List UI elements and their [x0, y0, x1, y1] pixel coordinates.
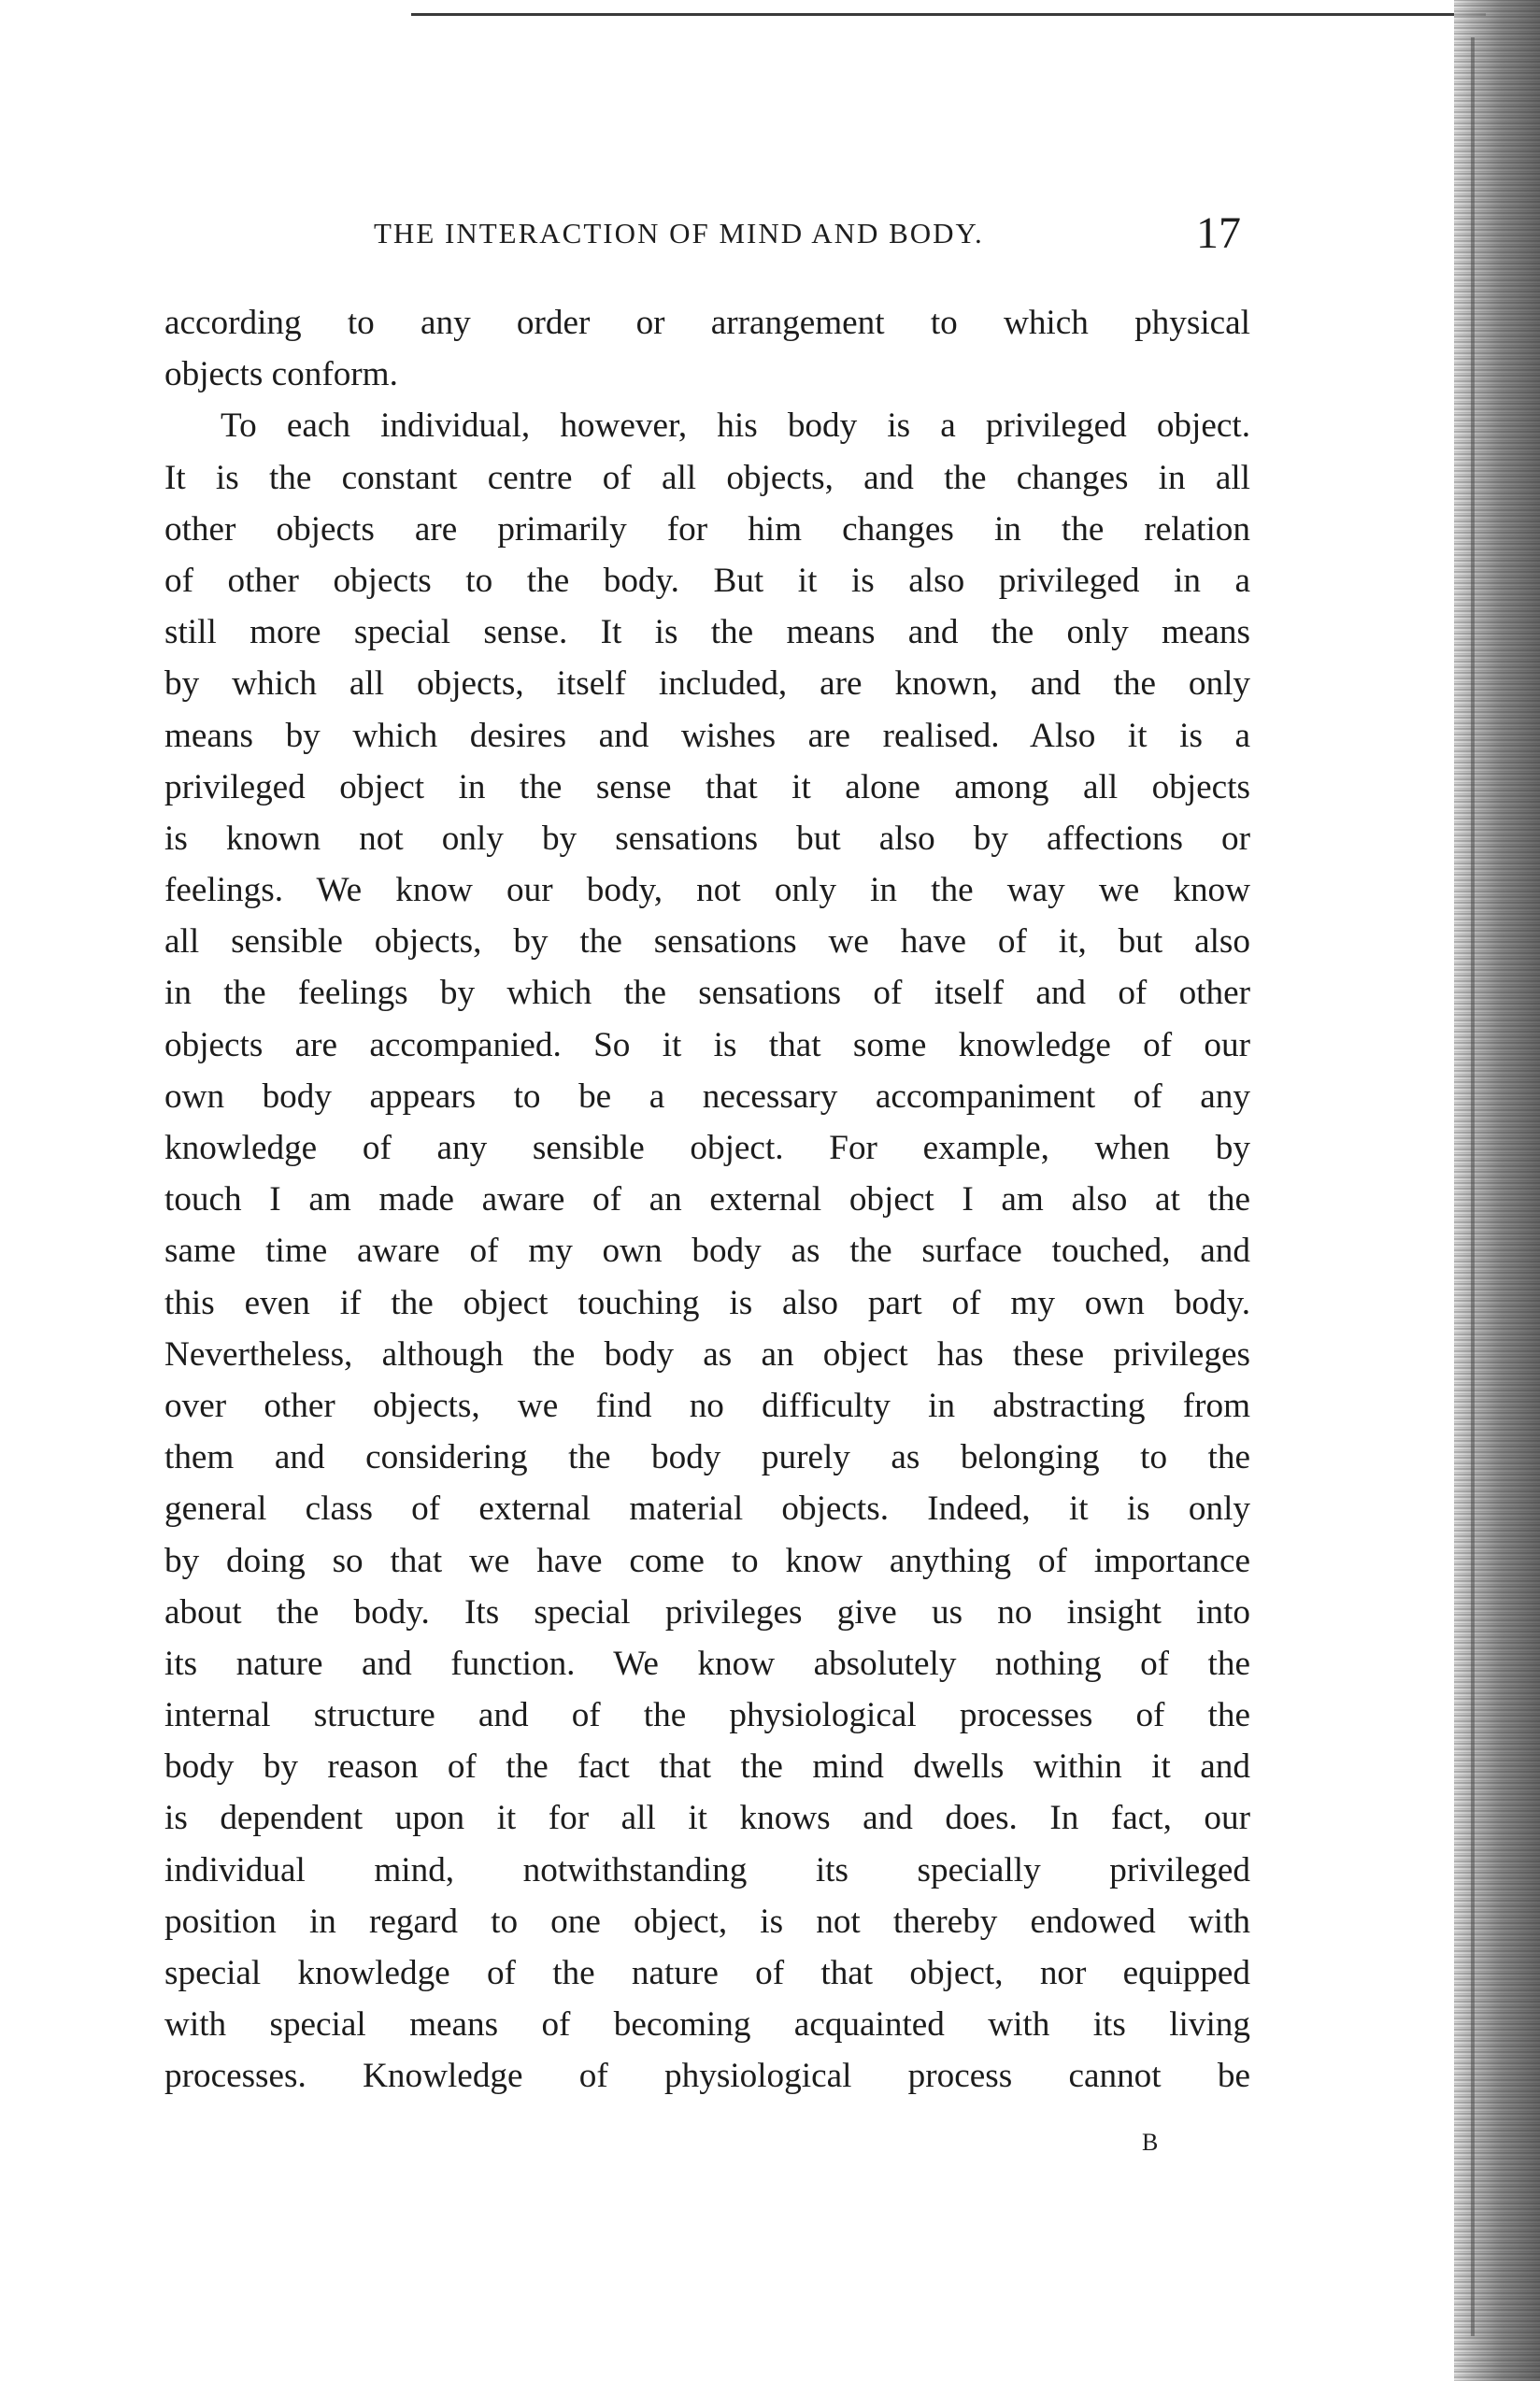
text-line: with special means of becoming acquainted with its living [164, 2005, 1250, 2045]
top-rule [411, 13, 1486, 16]
text-line: by doing so that we have come to know anything of importance [164, 1541, 1250, 1580]
text-line: is dependent upon it for all it knows and does. In fact, our [164, 1799, 1250, 1838]
text-line: general class of external material objects. Indeed, it is only [164, 1490, 1250, 1529]
text-line: body by reason of the fact that the mind dwells within it and [164, 1747, 1250, 1787]
text-line: knowledge of any sensible object. For example, when by [164, 1129, 1250, 1167]
binding-line [1471, 37, 1475, 2336]
text-line: about the body. Its special privileges give us no insight into [164, 1592, 1250, 1632]
text-line: means by which desires and wishes are realised. Also it is a [164, 716, 1250, 755]
text-line: privileged object in the sense that it alone among all objects [164, 767, 1250, 806]
text-line: feelings. We know our body, not only in the way we know [164, 871, 1250, 910]
text-line: processes. Knowledge of physiological process cannot be [164, 2057, 1250, 2096]
text-line: To each individual, however, his body is a privileged object. [221, 406, 1250, 446]
text-line: objects conform. [164, 355, 398, 394]
text-line: Nevertheless, although the body as an object has these privileges [164, 1334, 1250, 1374]
text-line: internal structure and of the physiological processes of the [164, 1696, 1250, 1735]
text-line: still more special sense. It is the means and the only means [164, 613, 1250, 652]
text-line: all sensible objects, by the sensations we have of it, but also [164, 922, 1250, 962]
text-line: individual mind, notwithstanding its specially privileged [164, 1850, 1250, 1889]
text-line: own body appears to be a necessary accompaniment of any [164, 1076, 1250, 1116]
text-line: them and considering the body purely as belonging to the [164, 1438, 1250, 1477]
text-line: is known not only by sensations but also by affections or [164, 819, 1250, 858]
text-line: according to any order or arrangement to which physical [164, 304, 1250, 342]
text-line: objects are accompanied. So it is that some knowledge of our [164, 1025, 1250, 1064]
text-line: position in regard to one object, is not thereby endowed with [164, 1902, 1250, 1941]
running-head: THE INTERACTION OF MIND AND BODY. [374, 217, 984, 250]
signature-mark: B [1142, 2129, 1160, 2156]
page-edge-shadow [1454, 0, 1540, 2381]
text-line: of other objects to the body. But it is also privileged in a [164, 561, 1250, 600]
text-line: It is the constant centre of all objects, and the changes in all [164, 458, 1250, 497]
page-number: 17 [1196, 208, 1241, 258]
text-line: this even if the object touching is also part of my own body. [164, 1283, 1250, 1322]
text-line: same time aware of my own body as the surface touched, and [164, 1232, 1250, 1271]
text-line: touch I am made aware of an external object I am also at the [164, 1180, 1250, 1219]
text-line: in the feelings by which the sensations of itself and of other [164, 974, 1250, 1013]
text-line: by which all objects, itself included, are known, and the only [164, 664, 1250, 704]
text-line: other objects are primarily for him changes in the relation [164, 509, 1250, 549]
text-line: its nature and function. We know absolutely nothing of the [164, 1644, 1250, 1683]
body-text [164, 297, 1250, 2103]
text-line: over other objects, we find no difficulty in abstracting from [164, 1386, 1250, 1425]
text-line: special knowledge of the nature of that object, nor equipped [164, 1954, 1250, 1992]
